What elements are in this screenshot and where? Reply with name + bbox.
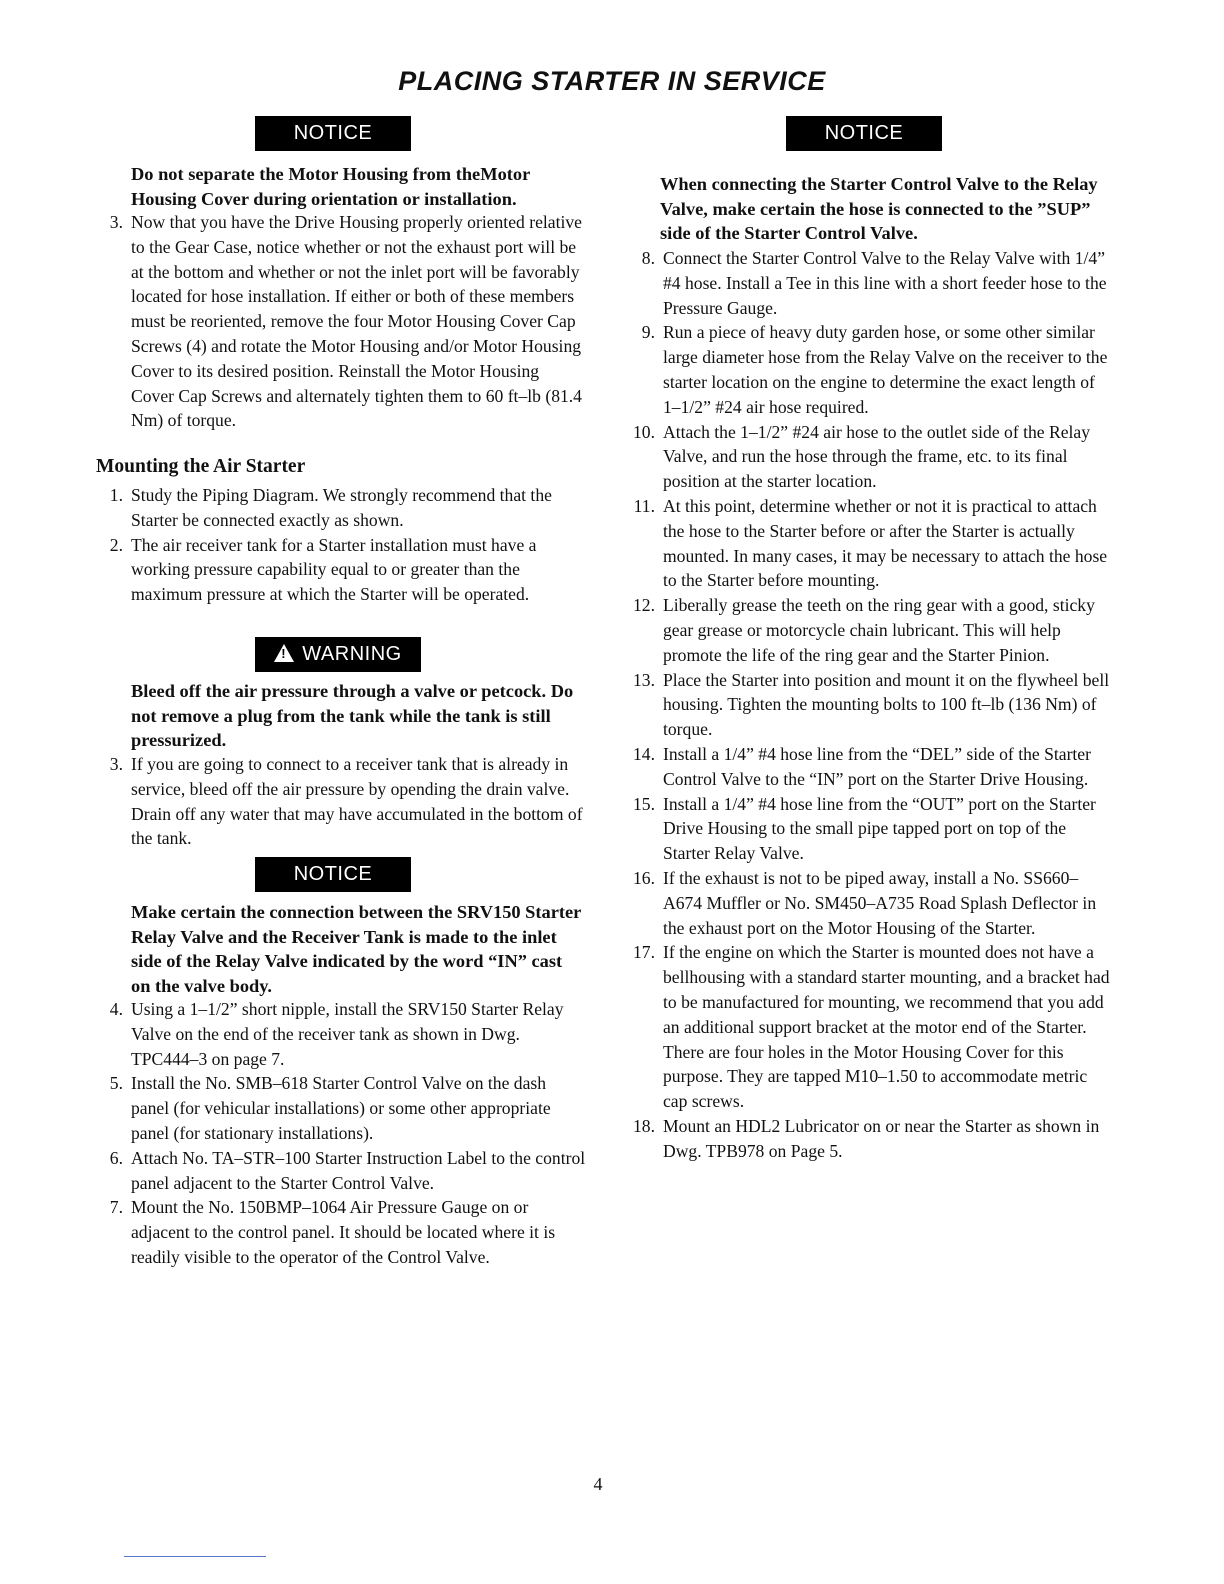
notice-badge-3 (786, 116, 942, 151)
notice-label: NOTICE (255, 857, 411, 892)
list-item: 1. Study the Piping Diagram. We strongly recommend that the Starter be connected exactly as shown. (109, 485, 552, 530)
list-item: 11. At this point, determine whether or not it is practical to attach the hose to the Starter before or after the Starter is actually mounted. In many cases, it may be necessary to attach the hose to the Starter before mounting. (633, 495, 1108, 591)
list-item: 3. If you are going to connect to a receiver tank that is already in service, bleed off the air pressure by opending the drain valve. Drain off any water that may have accumulated in the bottom of the tank. (109, 754, 583, 849)
list-item: 5. Install the No. SMB–618 Starter Control Valve on the dash panel (for vehicular installations) or some other appropriate panel (for stationary installations). (109, 1073, 551, 1143)
notice-badge-2 (255, 857, 411, 892)
warning-triangle-icon (274, 644, 294, 662)
warning-badge (255, 637, 421, 672)
notice-text-1: Do not separate the Motor Housing from theMotor Housing Cover during orientation or installation. (131, 164, 530, 209)
list-item: 3. Now that you have the Drive Housing properly oriented relative to the Gear Case, notice whether or not the exhaust port will be at the bottom and whether or not the inlet port will be favorably located for hose installation. If either or both of these members must be reoriented, remove the four Motor Housing Cover Cap Screws (4) and rotate the Motor Housing and/or Motor Housing Cover to its desired position. Reinstall the Motor Housing Cover Cap Screws and alternately tighten them to 60 ft–lb (81.4 Nm) of torque. (109, 212, 582, 431)
page-title: PLACING STARTER IN SERVICE (398, 66, 826, 96)
list-item: 2. The air receiver tank for a Starter installation must have a working pressure capability equal to or greater than the maximum pressure at which the Starter will be operated. (109, 534, 537, 605)
warning-text: Bleed off the air pressure through a valve or petcock. Do not remove a plug from the tank while the tank is still pressurized. (131, 681, 574, 750)
list-item: 10. Attach the 1–1/2” #24 air hose to the outlet side of the Relay Valve, and run the hose through the frame, etc. to its final position at the starter location. (633, 421, 1091, 492)
list-item: 14. Install a 1/4” #4 hose line from the “DEL” side of the Starter Control Valve to the “IN” port on the Starter Drive Housing. (633, 743, 1091, 789)
list-item: 18. Mount an HDL2 Lubricator on or near the Starter as shown in Dwg. TPB978 on Page 5. (633, 1115, 1100, 1161)
list-item: 12. Liberally grease the teeth on the ring gear with a good, sticky gear grease or motorcycle chain lubricant. This will help promote the life of the ring gear and the Starter Pinion. (633, 595, 1095, 665)
section-heading: Mounting the Air Starter (96, 456, 306, 477)
step-text: Now that you have the Drive Housing properly oriented relative to the Gear Case, notice whether or not the exhaust port will be at the bottom and whether or not the inlet port will be favorably located for hose installation. If either or both of these members must be reoriented, remove the four Motor Housing Cover Cap Screws (4) and rotate the Motor Housing and/or Motor Housing Cover to its desired position. Reinstall the Motor Housing Cover Cap Screws and alternately tighten them to 60 ft–lb (81.4 Nm) of torque. (131, 212, 582, 431)
notice-label: NOTICE (255, 116, 411, 151)
footer-rule (124, 1556, 266, 1557)
notice-label: NOTICE (786, 116, 942, 151)
list-item: 16. If the exhaust is not to be piped away, install a No. SS660–A674 Muffler or No. SM450–A735 Road Splash Deflector in the exhaust port on the Motor Housing of the Starter. (633, 867, 1097, 938)
list-item: 6. Attach No. TA–STR–100 Starter Instruction Label to the control panel adjacent to the Starter Control Valve. (109, 1147, 586, 1193)
list-item: 7. Mount the No. 150BMP–1064 Air Pressure Gauge on or adjacent to the control panel. It should be located where it is readily visible to the operator of the Control Valve. (109, 1197, 556, 1267)
list-item: 4. Using a 1–1/2” short nipple, install the SRV150 Starter Relay Valve on the end of the receiver tank as shown in Dwg. TPC444–3 on page 7. (109, 999, 564, 1069)
list-item: 8. Connect the Starter Control Valve to the Relay Valve with 1/4” #4 hose. Install a Tee in this line with a short feeder hose to the Pressure Gauge. (641, 248, 1107, 318)
list-item: 9. Run a piece of heavy duty garden hose, or some other similar large diameter hose from the Relay Valve on the receiver to the starter location on the engine to determine the exact length of 1–1/2” #24 air hose required. (641, 322, 1108, 417)
list-item: 13. Place the Starter into position and mount it on the flywheel bell housing. Tighten the mounting bolts to 100 ft–lb (136 Nm) of torque. (633, 669, 1110, 740)
notice-text-3: When connecting the Starter Control Valve to the Relay Valve, make certain the hose is connected to the ”SUP” side of the Starter Control Valve. (660, 174, 1098, 243)
warning-label: WARNING (302, 643, 402, 665)
page-number: 4 (593, 1474, 603, 1494)
list-item: 15. Install a 1/4” #4 hose line from the “OUT” port on the Starter Drive Housing to the small pipe tapped port on top of the Starter Relay Valve. (633, 793, 1096, 864)
notice-badge-1 (255, 116, 411, 151)
notice-text-2: Make certain the connection between the SRV150 Starter Relay Valve and the Receiver Tank is made to the inlet side of the Relay Valve indicated by the word “IN” cast on the valve body. (131, 902, 582, 996)
list-item: 17. If the engine on which the Starter is mounted does not have a bellhousing with a standard starter mounting, and a bracket had to be manufactured for mounting, we recommend that you add an additional support bracket at the motor end of the Starter. There are four holes in the Motor Housing Cover for this purpose. They are tapped M10–1.50 to accommodate metric cap screws. (633, 942, 1110, 1112)
